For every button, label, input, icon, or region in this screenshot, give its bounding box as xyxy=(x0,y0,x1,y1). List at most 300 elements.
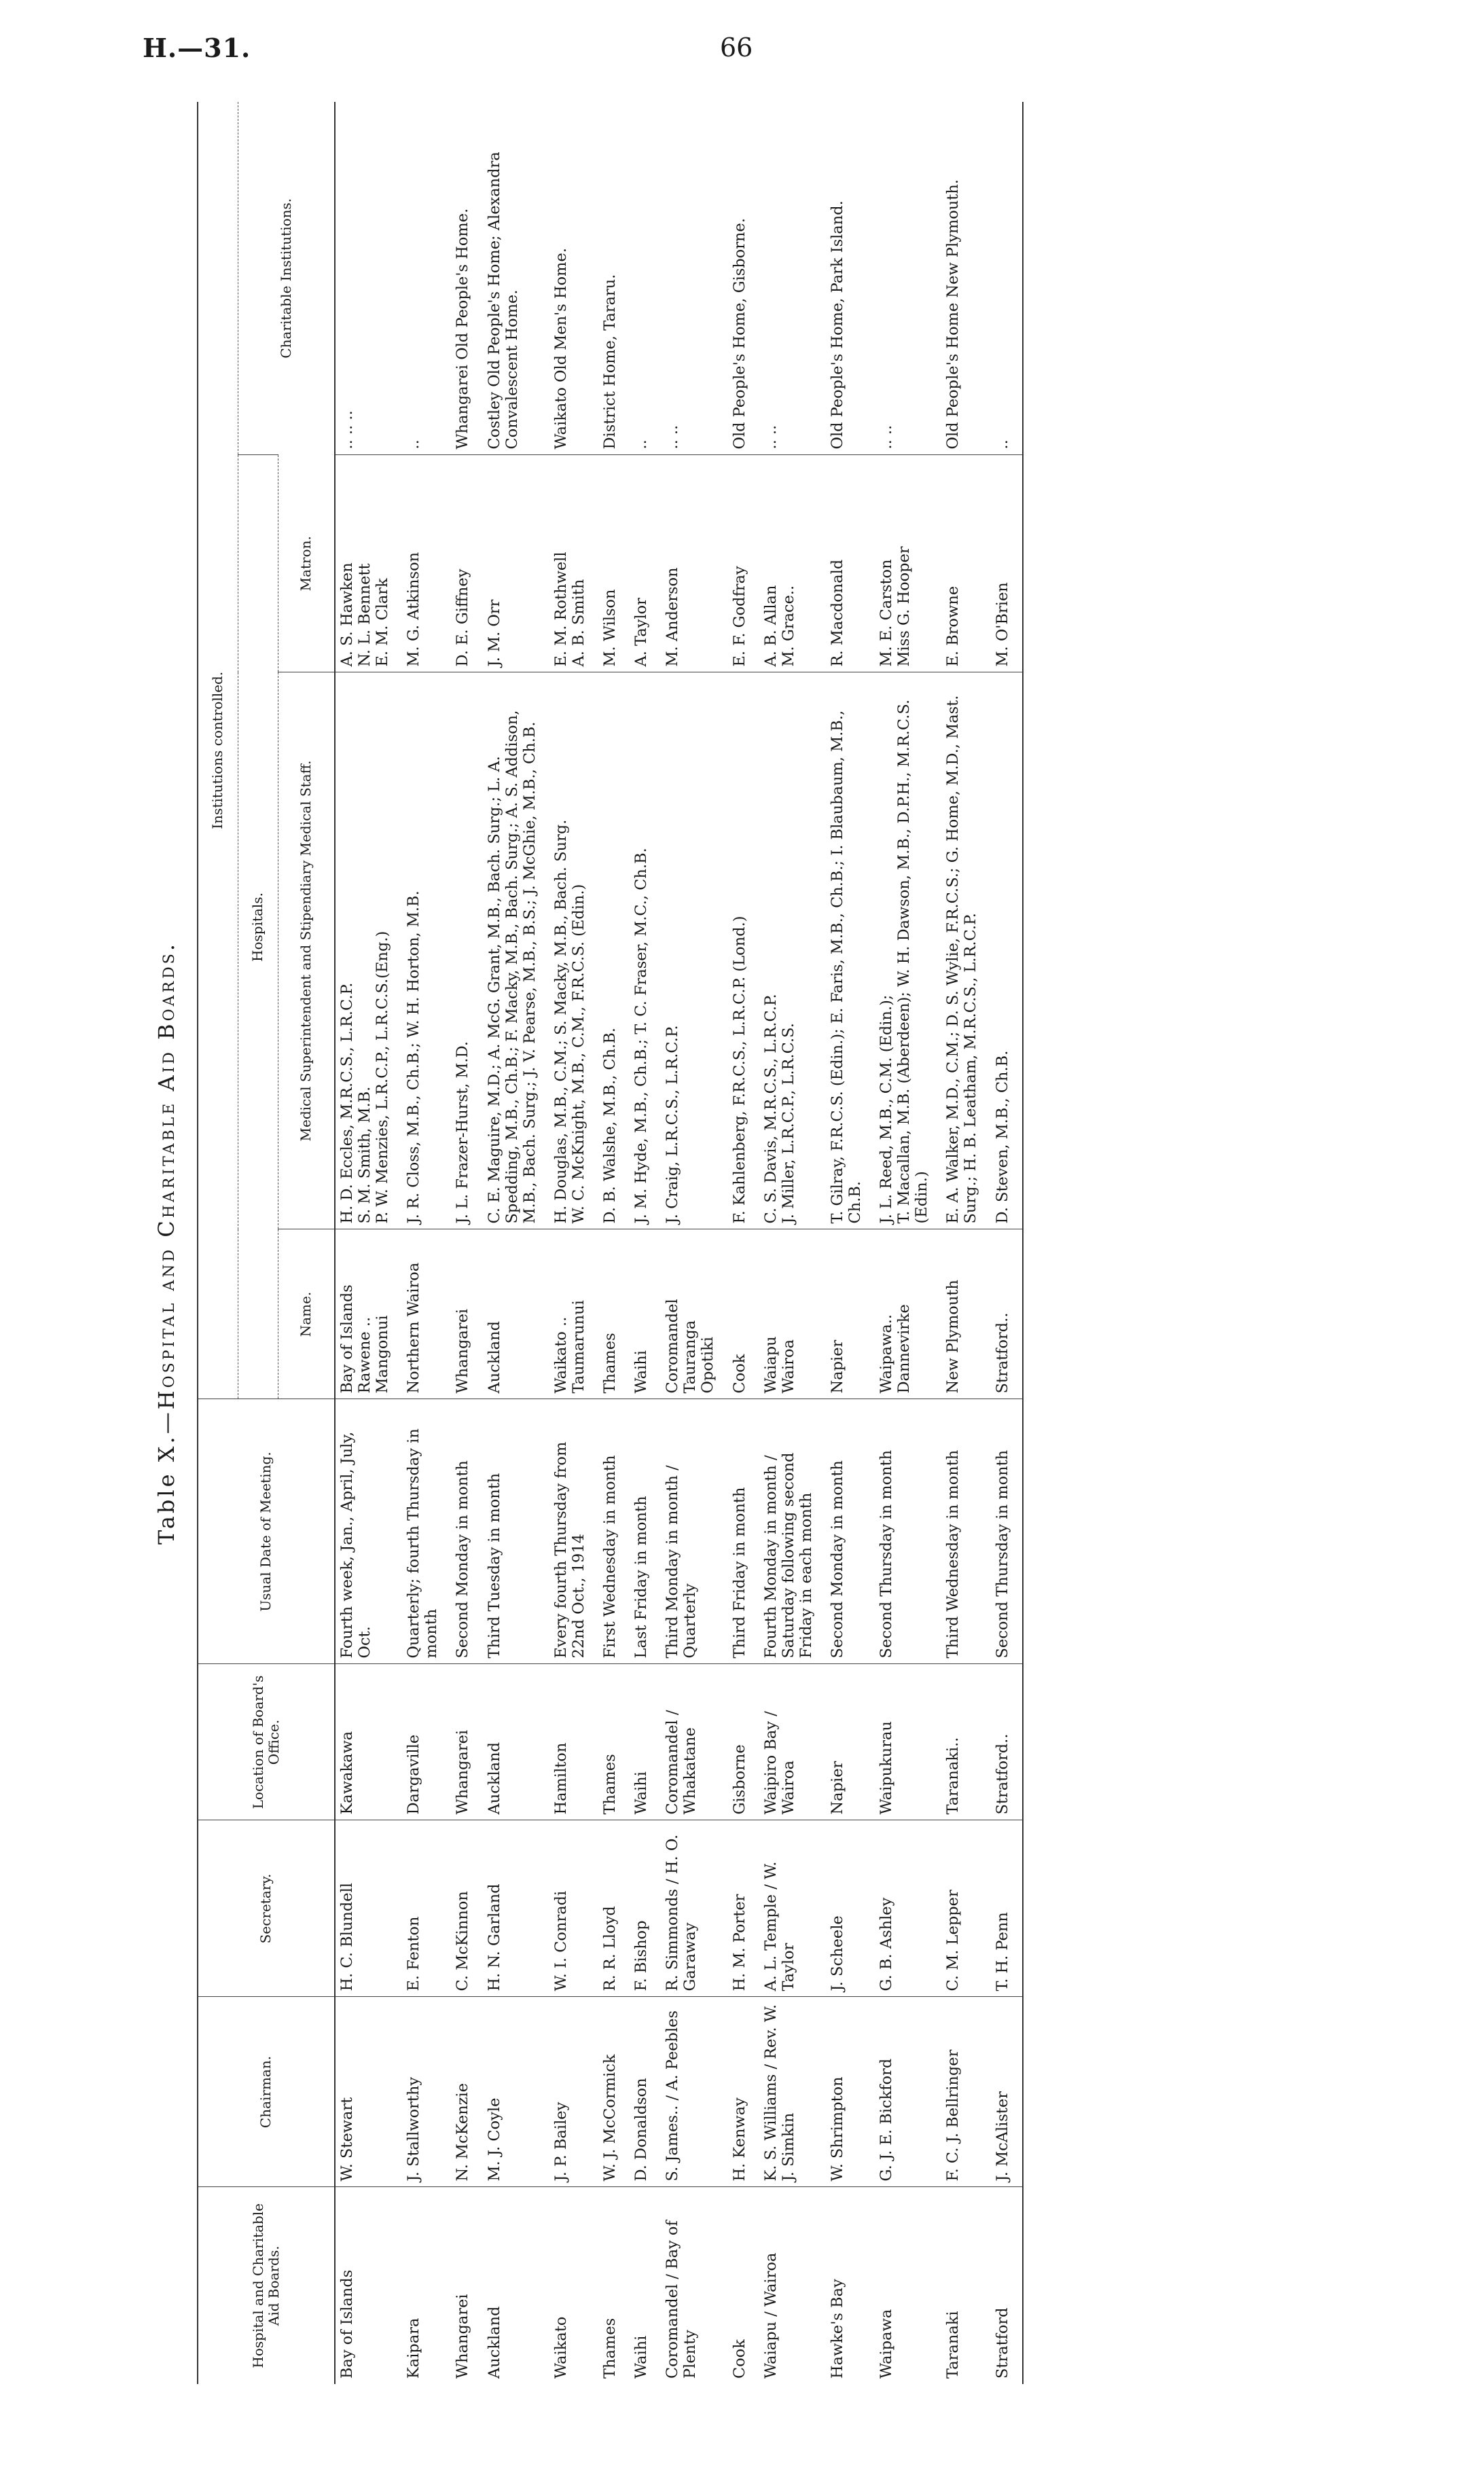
board-name-cell xyxy=(549,2187,598,2384)
table-row xyxy=(335,102,402,2384)
page-number: 66 xyxy=(720,33,753,62)
hospital-name: Rawene .. xyxy=(356,1316,374,1394)
office-location: Stratford.. xyxy=(993,1733,1011,1815)
table-row xyxy=(451,102,482,2384)
secretary-name-cell xyxy=(483,1820,549,1997)
secretary-name: H. N. Garland xyxy=(485,1883,503,1991)
hospital-name: Northern Wairoa xyxy=(405,1262,423,1394)
office-location: Waipukurau xyxy=(877,1721,896,1815)
medical-staff-cell xyxy=(759,672,826,1229)
hospital-name: Cook xyxy=(730,1354,748,1394)
charitable-institution: .. xyxy=(632,439,651,450)
medical-staff: T. Gilray, F.R.C.S. (Edin.); E. Faris, M.B., Ch.B.; I. Blaubaum, M.B., Ch.B. xyxy=(828,710,864,1224)
board-name-cell xyxy=(483,2187,549,2384)
table-row xyxy=(728,102,759,2384)
medical-staff: H. D. Eccles, M.R.C.S., L.R.C.P. xyxy=(338,982,356,1224)
secretary-name-cell xyxy=(991,1820,1023,1997)
board-name-cell xyxy=(728,2187,759,2384)
medical-staff: P. W. Menzies, L.R.C.P., L.R.C.S.(Eng.) xyxy=(374,931,392,1224)
col-header-matron: Matron. xyxy=(278,455,336,672)
hospital-name: Waihi xyxy=(632,1350,651,1394)
board-name: Coromandel / Bay of Plenty xyxy=(664,2220,700,2379)
hospital-name-cell xyxy=(991,1229,1023,1399)
medical-staff: W. C. McKnight, M.B., C.M., F.R.C.S. (Edin.) xyxy=(569,884,587,1224)
matron-name-cell xyxy=(728,455,759,672)
secretary-name-cell xyxy=(451,1820,482,1997)
chairman-name-cell xyxy=(661,1997,727,2187)
meeting-date-cell xyxy=(335,1399,402,1664)
chairman-name-cell xyxy=(941,1997,990,2187)
medical-staff: J. L. Reed, M.B., C.M. (Edin.); xyxy=(877,994,896,1224)
matron-name: J. M. Orr xyxy=(485,599,503,667)
board-name-cell xyxy=(941,2187,990,2384)
table-row xyxy=(549,102,598,2384)
meeting-date: Second Monday in month xyxy=(454,1460,472,1659)
medical-staff: C. E. Maguire, M.D.; A. McG. Grant, M.B., Bach. Surg.; L. A. Spedding, M.B., Ch.B.; F. Macky, M.B., Bach. Surg.; A. S. Addison, M.B., Bach. Surg.; J. V. Pearse, M.B., B.S.; J. McGhie, M.B., Ch.B. xyxy=(485,710,539,1224)
group-header-hospitals: Hospitals. xyxy=(238,455,278,1399)
medical-staff-cell xyxy=(402,672,451,1229)
col-header-chairman: Chairman. xyxy=(198,1997,335,2187)
chairman-name: J. Stallworthy xyxy=(405,2076,423,2182)
secretary-name: F. Bishop xyxy=(632,1920,651,1991)
charitable-institution: .. .. xyxy=(664,425,682,450)
office-location-cell xyxy=(826,1664,875,1820)
col-header-medical-staff: Medical Superintendent and Stipendiary Medical Staff. xyxy=(278,672,336,1229)
secretary-name-cell xyxy=(759,1820,826,1997)
office-location-cell xyxy=(661,1664,727,1820)
hospital-boards-table xyxy=(197,102,1024,2384)
medical-staff-cell xyxy=(875,672,941,1229)
office-location-cell xyxy=(991,1664,1023,1820)
medical-staff-cell xyxy=(335,672,402,1229)
board-name-cell xyxy=(630,2187,661,2384)
medical-staff: S. M. Smith, M.B. xyxy=(356,1086,374,1224)
hospital-name: Whangarei xyxy=(454,1308,472,1394)
secretary-name-cell xyxy=(941,1820,990,1997)
medical-staff: D. Steven, M.B., Ch.B. xyxy=(993,1050,1011,1224)
meeting-date: Third Friday in month xyxy=(730,1487,748,1659)
matron-name: A. B. Allan xyxy=(761,585,780,667)
secretary-name: H. C. Blundell xyxy=(338,1883,356,1991)
charitable-institution-cell xyxy=(402,102,451,455)
hospital-name: Waikato .. xyxy=(551,1316,570,1394)
secretary-name-cell xyxy=(335,1820,402,1997)
matron-name: A. S. Hawken xyxy=(338,562,356,667)
office-location: Dargaville xyxy=(405,1734,423,1815)
table-row xyxy=(875,102,941,2384)
matron-name-cell xyxy=(549,455,598,672)
board-name: Auckland xyxy=(485,2306,503,2379)
charitable-institution-cell xyxy=(630,102,661,455)
charitable-institution: .. .. xyxy=(877,425,896,450)
board-name-cell xyxy=(759,2187,826,2384)
secretary-name-cell xyxy=(728,1820,759,1997)
medical-staff-cell xyxy=(630,672,661,1229)
matron-name-cell xyxy=(483,455,549,672)
meeting-date: Fourth Monday in month / Saturday following second Friday in each month xyxy=(761,1452,815,1659)
medical-staff: C. S. Davis, M.R.C.S., L.R.C.P. xyxy=(761,994,780,1224)
secretary-name-cell xyxy=(630,1820,661,1997)
hospital-name-cell xyxy=(826,1229,875,1399)
charitable-institution: Old People's Home New Plymouth. xyxy=(944,179,962,450)
medical-staff: D. B. Walshe, M.B., Ch.B. xyxy=(601,1027,619,1224)
secretary-name: C. M. Lepper xyxy=(944,1890,962,1991)
office-location: Kawakawa xyxy=(338,1731,356,1815)
chairman-name: K. S. Williams / Rev. W. J. Simkin xyxy=(761,2004,797,2182)
chairman-name-cell xyxy=(402,1997,451,2187)
secretary-name-cell xyxy=(875,1820,941,1997)
office-location-cell xyxy=(875,1664,941,1820)
matron-name-cell xyxy=(451,455,482,672)
chairman-name-cell xyxy=(630,1997,661,2187)
secretary-name-cell xyxy=(661,1820,727,1997)
table-row xyxy=(598,102,630,2384)
secretary-name-cell xyxy=(549,1820,598,1997)
matron-name: N. L. Bennett xyxy=(356,563,374,667)
table-title-prefix: Table X. xyxy=(153,1434,179,1545)
matron-name-cell xyxy=(661,455,727,672)
board-name: Waihi xyxy=(632,2335,651,2379)
medical-staff: J. L. Frazer-Hurst, M.D. xyxy=(454,1041,472,1224)
col-header-secretary: Secretary. xyxy=(198,1820,335,1997)
hospital-name-cell xyxy=(451,1229,482,1399)
charitable-institution: District Home, Tararu. xyxy=(601,274,619,450)
office-location: Taranaki.. xyxy=(944,1737,962,1815)
charitable-institution: .. xyxy=(405,439,423,450)
chairman-name-cell xyxy=(549,1997,598,2187)
charitable-institution: .. .. .. xyxy=(338,410,356,450)
table-row xyxy=(661,102,727,2384)
meeting-date: Fourth week, Jan., April, July, Oct. xyxy=(338,1431,374,1659)
table-body xyxy=(335,102,1023,2384)
secretary-name-cell xyxy=(826,1820,875,1997)
medical-staff: F. Kahlenberg, F.R.C.S., L.R.C.P. (Lond.) xyxy=(730,916,748,1224)
meeting-date-cell xyxy=(483,1399,549,1664)
board-name-cell xyxy=(991,2187,1023,2384)
hospital-name: Thames xyxy=(601,1333,619,1394)
hospital-name: Wairoa xyxy=(779,1339,797,1394)
board-name-cell xyxy=(598,2187,630,2384)
hospital-name: Waiapu xyxy=(761,1336,780,1394)
table-row xyxy=(826,102,875,2384)
board-name: Taranaki xyxy=(944,2311,962,2379)
chairman-name-cell xyxy=(483,1997,549,2187)
col-header-meeting: Usual Date of Meeting. xyxy=(198,1399,335,1664)
hospital-name-cell xyxy=(941,1229,990,1399)
chairman-name: F. C. J. Bellringer xyxy=(944,2049,962,2182)
board-name: Waikato xyxy=(551,2316,570,2379)
group-header-institutions: Institutions controlled. xyxy=(198,102,238,1399)
office-location-cell xyxy=(549,1664,598,1820)
office-location-cell xyxy=(483,1664,549,1820)
medical-staff-cell xyxy=(826,672,875,1229)
office-location-cell xyxy=(402,1664,451,1820)
table-row xyxy=(759,102,826,2384)
board-name: Thames xyxy=(601,2317,619,2379)
office-location: Coromandel / Whakatane xyxy=(664,1710,700,1815)
office-location: Gisborne xyxy=(730,1744,748,1815)
matron-name-cell xyxy=(941,455,990,672)
secretary-name: R. Simmonds / H. O. Garaway xyxy=(664,1834,700,1991)
medical-staff: J. Miller, L.R.C.P., L.R.C.S. xyxy=(779,1023,797,1224)
matron-name: A. Taylor xyxy=(632,598,651,667)
office-location-cell xyxy=(630,1664,661,1820)
charitable-institution-cell xyxy=(661,102,727,455)
secretary-name: G. B. Ashley xyxy=(877,1897,896,1991)
col-header-board: Hospital and Charitable Aid Boards. xyxy=(198,2187,335,2384)
secretary-name: A. L. Temple / W. Taylor xyxy=(761,1861,797,1991)
matron-name: D. E. Giffney xyxy=(454,569,472,667)
hospital-name: Dannevirke xyxy=(895,1304,913,1394)
meeting-date: Every fourth Thursday from 22nd Oct., 1914 xyxy=(551,1441,587,1659)
board-name-cell xyxy=(402,2187,451,2384)
charitable-institution: Old People's Home, Park Island. xyxy=(828,200,846,450)
matron-name-cell xyxy=(402,455,451,672)
charitable-institution: Costley Old People's Home; Alexandra Convalescent Home. xyxy=(485,151,521,450)
hospital-name: Napier xyxy=(828,1339,846,1394)
medical-staff-cell xyxy=(549,672,598,1229)
chairman-name: S. James.. / A. Peebles xyxy=(664,2010,682,2182)
board-name-cell xyxy=(875,2187,941,2384)
chairman-name-cell xyxy=(451,1997,482,2187)
matron-name: E. Browne xyxy=(944,585,962,667)
matron-name: E. M. Rothwell xyxy=(551,552,570,667)
meeting-date: Second Thursday in month xyxy=(877,1449,896,1659)
table-title-text: —Hospital and Charitable Aid Boards. xyxy=(153,941,179,1435)
meeting-date: Third Monday in month / Quarterly xyxy=(664,1465,700,1659)
hospital-name-cell xyxy=(875,1229,941,1399)
chairman-name: H. Kenway xyxy=(730,2097,748,2182)
meeting-date-cell xyxy=(941,1399,990,1664)
charitable-institution-cell xyxy=(759,102,826,455)
table-row xyxy=(991,102,1023,2384)
board-name: Stratford xyxy=(993,2307,1011,2379)
matron-name-cell xyxy=(630,455,661,672)
meeting-date: Third Tuesday in month xyxy=(485,1473,503,1659)
chairman-name: W. Shrimpton xyxy=(828,2076,846,2182)
hospital-name-cell xyxy=(549,1229,598,1399)
office-location: Whangarei xyxy=(454,1729,472,1815)
matron-name-cell xyxy=(991,455,1023,672)
charitable-institution-cell xyxy=(941,102,990,455)
board-name: Bay of Islands xyxy=(338,2269,356,2379)
matron-name: M. E. Carston xyxy=(877,559,896,667)
office-location-cell xyxy=(451,1664,482,1820)
chairman-name-cell xyxy=(728,1997,759,2187)
matron-name: M. O'Brien xyxy=(993,582,1011,667)
chairman-name: W. J. McCormick xyxy=(601,2054,619,2182)
chairman-name-cell xyxy=(335,1997,402,2187)
office-location-cell xyxy=(598,1664,630,1820)
matron-name: E. F. Godfray xyxy=(730,566,748,667)
table-row xyxy=(630,102,661,2384)
board-name-cell xyxy=(451,2187,482,2384)
matron-name: M. Anderson xyxy=(664,567,682,667)
hospital-name-cell xyxy=(483,1229,549,1399)
col-header-charitable: Charitable Institutions. xyxy=(238,102,336,455)
matron-name-cell xyxy=(598,455,630,672)
office-location: Auckland xyxy=(485,1742,503,1815)
chairman-name-cell xyxy=(826,1997,875,2187)
matron-name: E. M. Clark xyxy=(374,578,392,667)
medical-staff: T. Macallan, M.B. (Aberdeen); W. H. Dawson, M.B., D.P.H., M.R.C.S. (Edin.) xyxy=(895,699,931,1224)
matron-name: M. Grace.. xyxy=(779,585,797,667)
chairman-name: M. J. Coyle xyxy=(485,2097,503,2182)
charitable-institution-cell xyxy=(451,102,482,455)
meeting-date: Quarterly; fourth Thursday in month xyxy=(405,1428,441,1659)
hospital-name: Bay of Islands xyxy=(338,1284,356,1394)
board-name: Whangarei xyxy=(454,2294,472,2379)
hospital-name-cell xyxy=(728,1229,759,1399)
office-location: Thames xyxy=(601,1754,619,1815)
medical-staff-cell xyxy=(598,672,630,1229)
board-name: Cook xyxy=(730,2339,748,2379)
meeting-date-cell xyxy=(598,1399,630,1664)
hospital-name-cell xyxy=(661,1229,727,1399)
hospital-name-cell xyxy=(335,1229,402,1399)
charitable-institution: .. xyxy=(993,439,1011,450)
medical-staff-cell xyxy=(991,672,1023,1229)
office-location: Waipiro Bay / Wairoa xyxy=(761,1711,797,1815)
hospital-name: Auckland xyxy=(485,1321,503,1394)
medical-staff: H. Douglas, M.B., C.M.; S. Macky, M.B., Bach. Surg. xyxy=(551,819,570,1224)
meeting-date-cell xyxy=(875,1399,941,1664)
table-row xyxy=(483,102,549,2384)
meeting-date: Second Monday in month xyxy=(828,1460,846,1659)
office-location-cell xyxy=(728,1664,759,1820)
col-header-office: Location of Board's Office. xyxy=(198,1664,335,1820)
charitable-institution-cell xyxy=(991,102,1023,455)
chairman-name: N. McKenzie xyxy=(454,2082,472,2182)
table-row xyxy=(941,102,990,2384)
hospital-name: Opotiki xyxy=(699,1337,717,1394)
medical-staff: J. M. Hyde, M.B., Ch.B.; T. C. Fraser, M.C., Ch.B. xyxy=(632,848,651,1224)
chairman-name: D. Donaldson xyxy=(632,2078,651,2182)
chairman-name-cell xyxy=(759,1997,826,2187)
meeting-date-cell xyxy=(549,1399,598,1664)
charitable-institution-cell xyxy=(483,102,549,455)
hospital-name: Waipawa.. xyxy=(877,1314,896,1394)
board-name: Waipawa xyxy=(877,2309,896,2379)
hospital-name-cell xyxy=(759,1229,826,1399)
meeting-date: Last Friday in month xyxy=(632,1496,651,1659)
secretary-name: H. M. Porter xyxy=(730,1894,748,1991)
office-location-cell xyxy=(335,1664,402,1820)
meeting-date: First Wednesday in month xyxy=(601,1455,619,1659)
matron-name-cell xyxy=(875,455,941,672)
hospital-name: Taumarunui xyxy=(569,1300,587,1394)
board-name-cell xyxy=(335,2187,402,2384)
charitable-institution-cell xyxy=(598,102,630,455)
matron-name-cell xyxy=(826,455,875,672)
matron-name: M. Wilson xyxy=(601,589,619,667)
board-name: Kaipara xyxy=(405,2317,423,2379)
meeting-date-cell xyxy=(630,1399,661,1664)
matron-name-cell xyxy=(759,455,826,672)
board-name-cell xyxy=(826,2187,875,2384)
matron-name: M. G. Atkinson xyxy=(405,552,423,667)
hospital-name: Mangonui xyxy=(374,1315,392,1394)
hospital-name: Stratford.. xyxy=(993,1312,1011,1394)
meeting-date-cell xyxy=(759,1399,826,1664)
matron-name: R. Macdonald xyxy=(828,559,846,667)
rotated-table-page xyxy=(149,102,1460,2384)
secretary-name: E. Fenton xyxy=(405,1916,423,1991)
chairman-name: J. P. Bailey xyxy=(551,2102,570,2182)
chairman-name: G. J. E. Bickford xyxy=(877,2058,896,2182)
secretary-name: R. R. Lloyd xyxy=(601,1906,619,1991)
medical-staff: J. Craig, L.R.C.S., L.R.C.P. xyxy=(664,1025,682,1224)
charitable-institution-cell xyxy=(728,102,759,455)
secretary-name-cell xyxy=(402,1820,451,1997)
meeting-date-cell xyxy=(661,1399,727,1664)
hospital-name: New Plymouth xyxy=(944,1280,962,1394)
secretary-name: J. Scheele xyxy=(828,1915,846,1991)
medical-staff-cell xyxy=(941,672,990,1229)
charitable-institution: .. .. xyxy=(761,425,780,450)
charitable-institution: Whangarei Old People's Home. xyxy=(454,208,472,450)
secretary-name: C. McKinnon xyxy=(454,1891,472,1991)
office-location-cell xyxy=(759,1664,826,1820)
office-location: Waihi xyxy=(632,1771,651,1815)
board-name-cell xyxy=(661,2187,727,2384)
meeting-date-cell xyxy=(826,1399,875,1664)
charitable-institution: Waikato Old Men's Home. xyxy=(551,248,570,450)
medical-staff-cell xyxy=(728,672,759,1229)
hospital-name-cell xyxy=(598,1229,630,1399)
board-name: Waiapu / Wairoa xyxy=(761,2252,780,2379)
secretary-name: T. H. Penn xyxy=(993,1912,1011,1991)
chairman-name-cell xyxy=(598,1997,630,2187)
matron-name: Miss G. Hooper xyxy=(895,546,913,667)
medical-staff: E. A. Walker, M.D., C.M.; D. S. Wylie, F.R.C.S.; G. Home, M.D., Mast. Surg.; H. B. Leatham, M.R.C.S., L.R.C.P. xyxy=(944,695,980,1224)
medical-staff-cell xyxy=(661,672,727,1229)
running-head: H.—31. xyxy=(143,33,251,63)
charitable-institution-cell xyxy=(875,102,941,455)
meeting-date: Third Wednesday in month xyxy=(944,1449,962,1659)
chairman-name-cell xyxy=(875,1997,941,2187)
meeting-date-cell xyxy=(402,1399,451,1664)
secretary-name: W. I. Conradi xyxy=(551,1890,570,1991)
chairman-name: W. Stewart xyxy=(338,2097,356,2182)
office-location-cell xyxy=(941,1664,990,1820)
meeting-date-cell xyxy=(991,1399,1023,1664)
medical-staff-cell xyxy=(451,672,482,1229)
table-row xyxy=(402,102,451,2384)
hospital-name-cell xyxy=(402,1229,451,1399)
chairman-name: J. McAlister xyxy=(993,2091,1011,2182)
chairman-name-cell xyxy=(991,1997,1023,2187)
charitable-institution-cell xyxy=(335,102,402,455)
medical-staff-cell xyxy=(483,672,549,1229)
board-name: Hawke's Bay xyxy=(828,2279,846,2379)
matron-name-cell xyxy=(335,455,402,672)
col-header-hospital-name: Name. xyxy=(278,1229,336,1399)
hospital-name-cell xyxy=(630,1229,661,1399)
office-location: Napier xyxy=(828,1761,846,1815)
table-title xyxy=(153,102,179,2384)
charitable-institution-cell xyxy=(826,102,875,455)
hospital-name: Coromandel xyxy=(664,1299,682,1394)
charitable-institution: Old People's Home, Gisborne. xyxy=(730,218,748,450)
office-location: Hamilton xyxy=(551,1742,570,1815)
charitable-institution-cell xyxy=(549,102,598,455)
matron-name: A. B. Smith xyxy=(569,579,587,667)
meeting-date-cell xyxy=(728,1399,759,1664)
medical-staff: J. R. Closs, M.B., Ch.B.; W. H. Horton, M.B. xyxy=(405,890,423,1224)
meeting-date: Second Thursday in month xyxy=(993,1449,1011,1659)
meeting-date-cell xyxy=(451,1399,482,1664)
